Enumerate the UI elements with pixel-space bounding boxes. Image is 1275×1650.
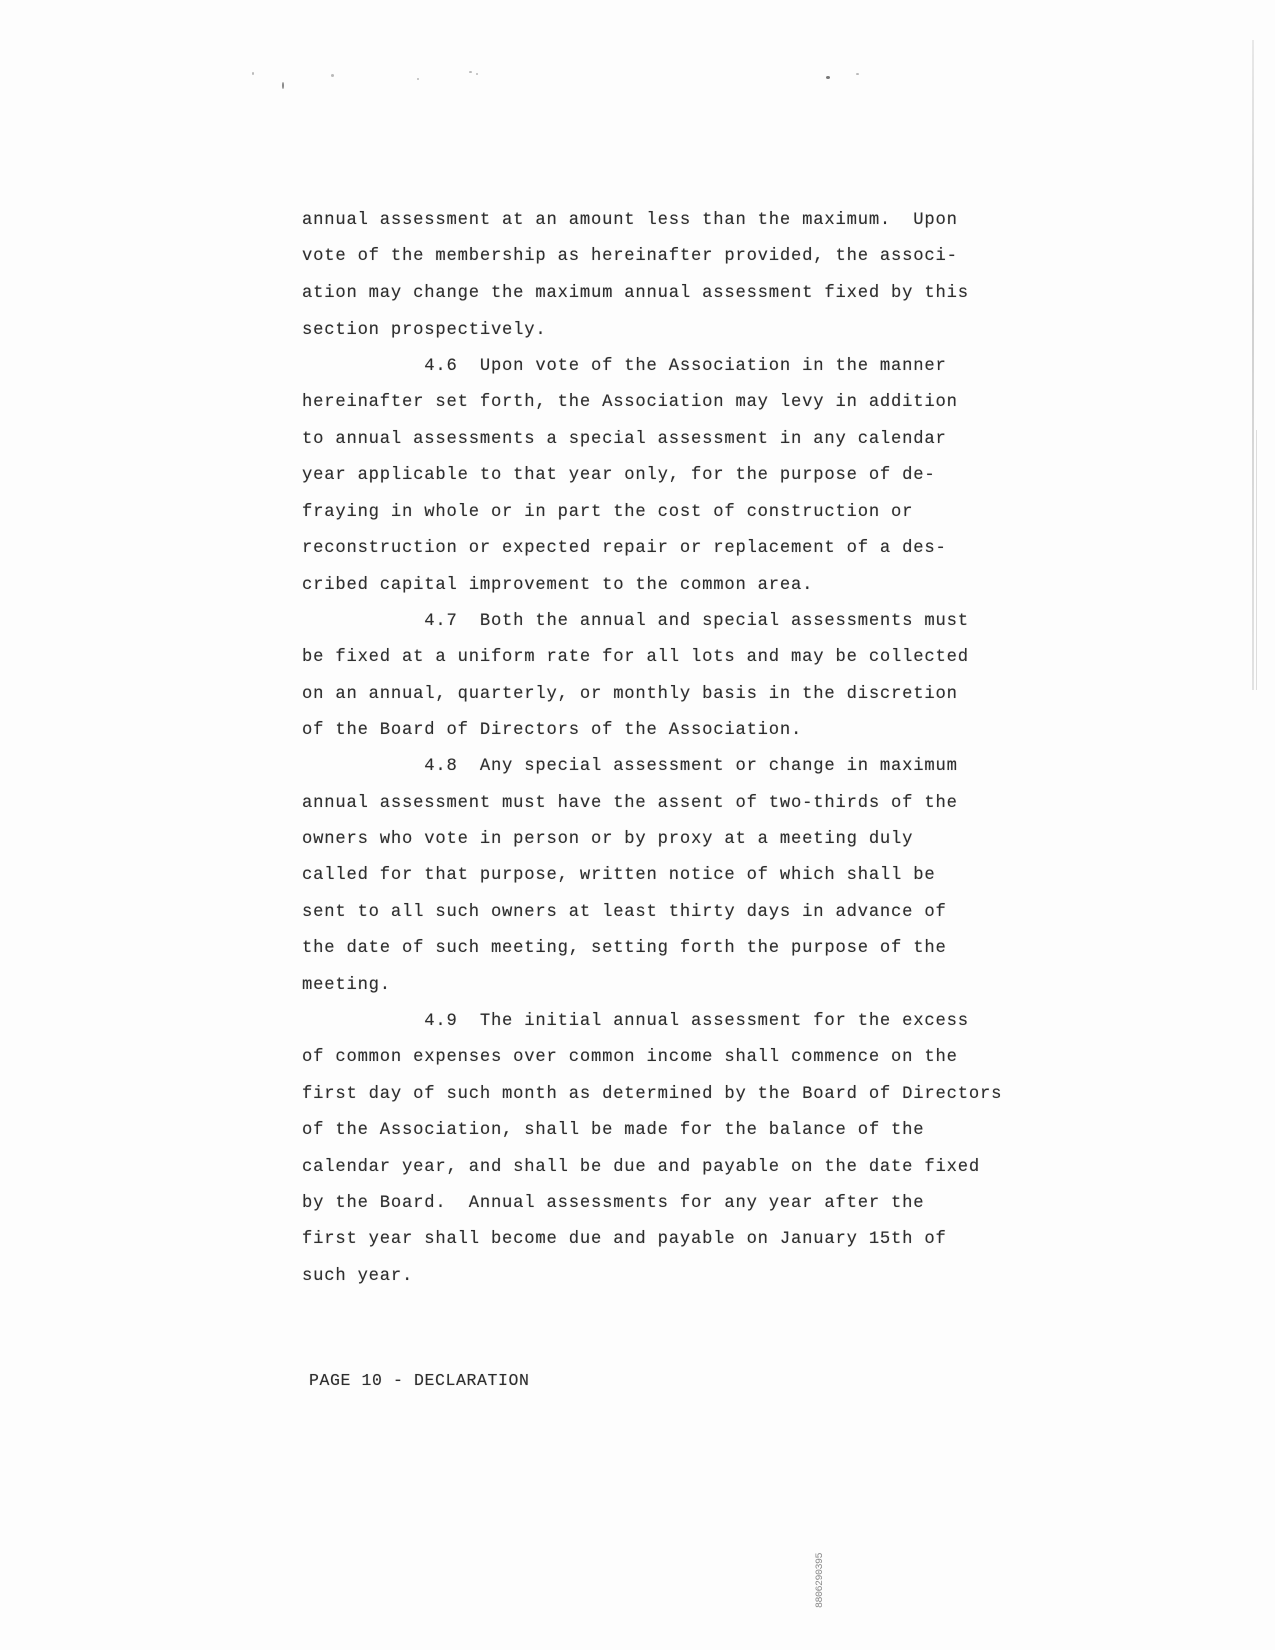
body-line: such year. xyxy=(302,1267,414,1286)
scan-speck xyxy=(469,71,472,73)
body-line: first year shall become due and payable on January 15th of xyxy=(302,1230,947,1249)
scan-speck xyxy=(417,78,419,80)
body-line: by the Board. Annual assessments for any year after the xyxy=(302,1194,925,1213)
page-footer: PAGE 10 - DECLARATION xyxy=(309,1371,530,1390)
body-line: of common expenses over common income shall commence on the xyxy=(302,1048,958,1067)
body-line: fraying in whole or in part the cost of construction or xyxy=(302,503,914,522)
body-line: the date of such meeting, setting forth the purpose of the xyxy=(302,939,947,958)
scan-speck xyxy=(476,73,478,75)
scan-edge-line xyxy=(1256,430,1257,690)
body-line: hereinafter set forth, the Association may levy in addition xyxy=(302,393,958,412)
body-line: year applicable to that year only, for the purpose of de- xyxy=(302,466,936,485)
scan-speck xyxy=(856,73,859,75)
scan-edge-shadow xyxy=(1252,40,1254,690)
section-line: 4.9 The initial annual assessment for the excess xyxy=(302,1012,969,1031)
body-line: of the Association, shall be made for the balance of the xyxy=(302,1121,925,1140)
body-line: vote of the membership as hereinafter provided, the associ- xyxy=(302,247,958,266)
recording-stamp: 8806290395 xyxy=(815,1552,826,1608)
scan-speck xyxy=(252,72,254,75)
scan-speck xyxy=(826,76,830,79)
body-line: cribed capital improvement to the common area. xyxy=(302,576,814,595)
body-line: sent to all such owners at least thirty days in advance of xyxy=(302,903,947,922)
body-line: ation may change the maximum annual assessment fixed by this xyxy=(302,284,969,303)
body-line: owners who vote in person or by proxy at a meeting duly xyxy=(302,830,914,849)
body-line: calendar year, and shall be due and payable on the date fixed xyxy=(302,1158,980,1177)
body-line: annual assessment at an amount less than the maximum. Upon xyxy=(302,211,958,230)
body-line: section prospectively. xyxy=(302,321,547,340)
body-line: called for that purpose, written notice of which shall be xyxy=(302,866,936,885)
body-line: be fixed at a uniform rate for all lots and may be collected xyxy=(302,648,969,667)
body-line: reconstruction or expected repair or replacement of a des- xyxy=(302,539,947,558)
body-line: meeting. xyxy=(302,976,391,995)
body-line: on an annual, quarterly, or monthly basis in the discretion xyxy=(302,685,958,704)
scan-speck xyxy=(331,74,334,77)
body-line: annual assessment must have the assent of two-thirds of the xyxy=(302,794,958,813)
body-line: to annual assessments a special assessment in any calendar xyxy=(302,430,947,449)
scan-speck xyxy=(282,82,284,89)
body-line: first day of such month as determined by the Board of Directors xyxy=(302,1085,1003,1104)
body-line: of the Board of Directors of the Association. xyxy=(302,721,803,740)
section-line: 4.6 Upon vote of the Association in the manner xyxy=(302,357,947,376)
section-line: 4.8 Any special assessment or change in maximum xyxy=(302,757,958,776)
section-line: 4.7 Both the annual and special assessments must xyxy=(302,612,969,631)
